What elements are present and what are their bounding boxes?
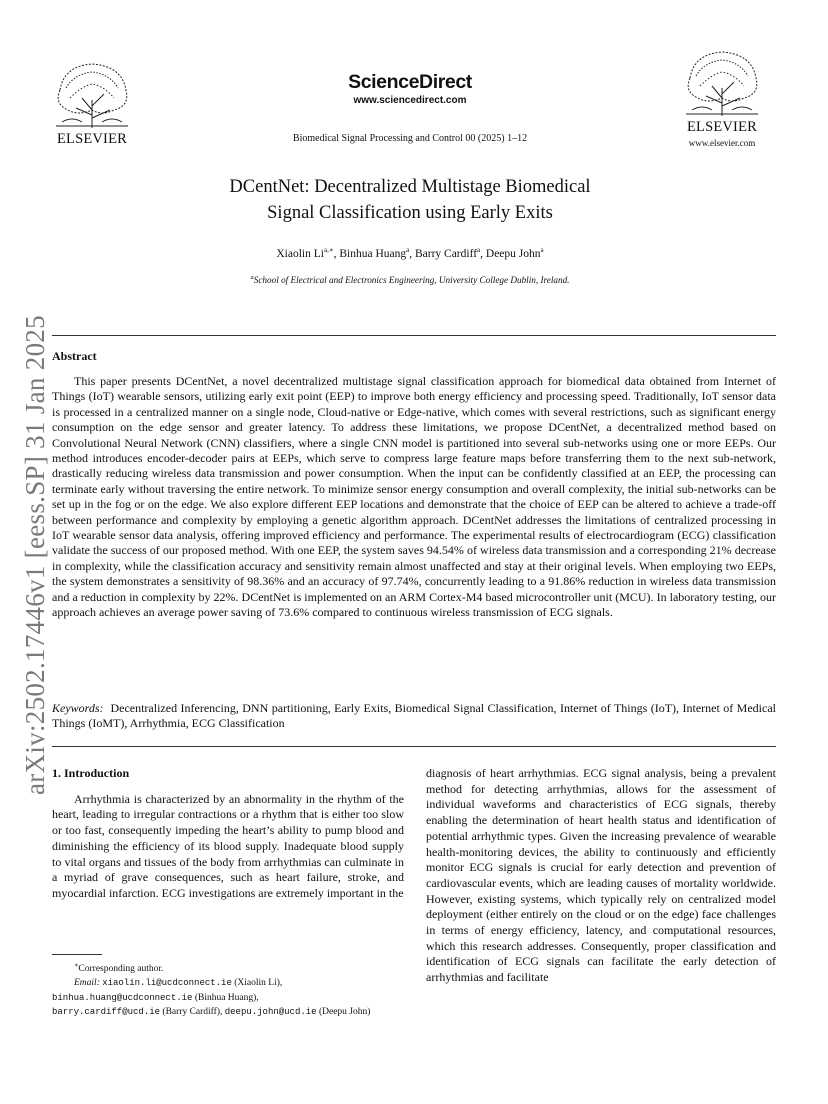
elsevier-url[interactable]: www.elsevier.com	[688, 138, 756, 148]
author: Deepu John$^a$	[485, 246, 544, 260]
intro-left-column	[52, 766, 404, 902]
author-list	[170, 246, 650, 260]
keywords	[52, 701, 776, 732]
paper-title-line-2: Signal Classification using Early Exits	[267, 203, 553, 223]
elsevier-wordmark-left: ELSEVIER	[56, 131, 128, 147]
intro-paragraph-right: diagnosis of heart arrhythmias. ECG signal analysis, being a prevalent method for detecting arrhythmias, allows for the assessment of individual waveforms and characteristics of ECG signals, thereby enabling the determination of heart health status and identification of potential arrhythmic types. Given the increasing prevalence of wearable health-monitoring devices, the ability to continuously and efficiently monitor ECG signals is crucial for early detection and prevention of cardiovascular events, which are leading causes of mortality worldwide. However, existing systems, which typically rely on centralized model deployment (either entirely on the cloud or on the edge) face challenges in terms of energy efficiency, latency, and computational resources, which this research addresses. Consequently, proper classification and identification of ECG signals can facilitate the early detection of arrhythmias and facilitate	[426, 766, 776, 985]
journal-citation: Biomedical Signal Processing and Control 00 (2025) 1–12	[292, 133, 528, 144]
keywords-label: Keywords:	[52, 701, 104, 715]
author: Binhua Huang$^a$,	[339, 246, 415, 260]
divider-bottom	[52, 746, 776, 747]
abstract-heading: Abstract	[52, 349, 97, 363]
author: Xiaolin $Li^{a,∗}$,	[276, 246, 340, 260]
email-link[interactable]: deepu.john@ucd.ie	[224, 1006, 317, 1017]
footnote	[52, 959, 404, 1019]
footnote-corresponding: ∗Corresponding author.	[74, 962, 164, 975]
elsevier-logo-right	[682, 48, 762, 136]
intro-paragraph-left: Arrhythmia is characterized by an abnormality in the rhythm of the heart, leading to irregular contractions or a rhythm that is either too slow or too fast, consequently impeding the heart’s ability to pump blood and diminishing the efficiency of its blood supply. Inadequate blood supply to vital organs and tissues of the body from arrhythmias can culminate in a myriad of grave consequences, such as heart failure, stroke, and myocardial infarction. ECG investigations are extremely important in the	[52, 791, 404, 900]
email-link[interactable]: barry.cardiff@ucd.ie	[52, 1006, 161, 1017]
elsevier-tree-icon	[52, 60, 132, 130]
keywords-text: Decentralized Inferencing, DNN partitioning, Early Exits, Biomedical Signal Classification, Internet of Things (IoT), Internet of Medical Things (IoMT), Arrhythmia, ECG Classification	[52, 701, 776, 731]
email-link[interactable]: binhua.huang@ucdconnect.ie	[52, 992, 193, 1003]
footnote-email-line: barry.cardiff@ucd.ie (Barry Cardiff), deepu.john@ucd.ie (Deepu John)	[52, 1006, 371, 1017]
elsevier-logo-left	[52, 60, 132, 148]
abstract-text: This paper presents DCentNet, a novel decentralized multistage signal classification approach for biomedical data obtained from Internet of Things (IoT) wearable sensors, utilizing early exit point (EEP) to improve both energy efficiency and processing speed. Traditionally, IoT sensor data is processed in a centralized manner on a single node, Cloud-native or Edge-native, which comes with several restrictions, such as significant energy consumption on the edge sensor and greater latency. To address these limitations, we propose DCentNet, a decentralized method based on Convolutional Neural Network (CNN) classifiers, where a single CNN model is partitioned into several sub-networks using one or more EEPs. Our method introduces encoder-decoder pairs at EEPs, which serve to compress large feature maps before transferring them to the next sub-network, drastically reducing wireless data transmission and power consumption. When the input can be confidently classified at an EEP, the processing can terminate early without traversing the entire network. To minimize sensor energy consumption and overall complexity, the initial sub-networks can be set up in the fog or on the edge. We also explore different EEP locations and demonstrate that the choice of EEP can be altered to achieve a trade-off between performance and complexity by employing a genetic algorithm approach. DCentNet addresses the limitations of centralized processing in IoT wearable sensor data analysis, offering improved efficiency and performance. The experimental results of electrocardiogram (ECG) classification validate the success of our proposed method. With one EEP, the system saves 94.54% of wireless data transmission and a corresponding 21% decrease in complexity, while the classification accuracy and sensitivity remain almost unaffected and stay at their original levels. When employing two EEPs, the system demonstrates a sensitivity of 98.36% and an accuracy of 97.74%, concurrently leading to a 91.86% reduction in wireless data transmission and a reduction in complexity by 22%. DCentNet is implemented on an ARM Cortex-M4 based microcontroller unit (MCU). In laboratory testing, our approach achieves an average power saving of 73.6% compared to continuous wireless transmission of ECG signals.	[52, 374, 776, 620]
paper-title	[170, 174, 650, 226]
email-link[interactable]: xiaolin.li@ucdconnect.ie	[102, 978, 232, 989]
footnote-rule	[52, 954, 102, 955]
sciencedirect-name: ScienceDirect	[348, 71, 472, 93]
author: Barry Cardiff$^a$,	[414, 246, 486, 260]
sciencedirect-url[interactable]: www.sciencedirect.com	[353, 95, 467, 106]
arxiv-identifier: arXiv:2502.17446v1 [eess.SP] 31 Jan 2025	[20, 315, 50, 795]
sciencedirect-brand	[250, 71, 570, 106]
footnote-email-line: Email: xiaolin.li@ucdconnect.ie (Xiaolin Li),	[74, 978, 283, 989]
elsevier-tree-icon	[682, 48, 762, 118]
elsevier-wordmark-right: ELSEVIER	[686, 119, 758, 135]
affiliation: $^a$School of Electrical and Electronics Engineering, University College Dublin, Ireland.	[250, 274, 570, 286]
section-heading: 1. Introduction	[52, 766, 130, 780]
paper-title-line-1: DCentNet: Decentralized Multistage Biomedical	[229, 177, 591, 197]
footnote-email-line: binhua.huang@ucdconnect.ie (Binhua Huang),	[52, 992, 259, 1003]
divider-top	[52, 335, 776, 336]
intro-right-column	[426, 766, 776, 986]
